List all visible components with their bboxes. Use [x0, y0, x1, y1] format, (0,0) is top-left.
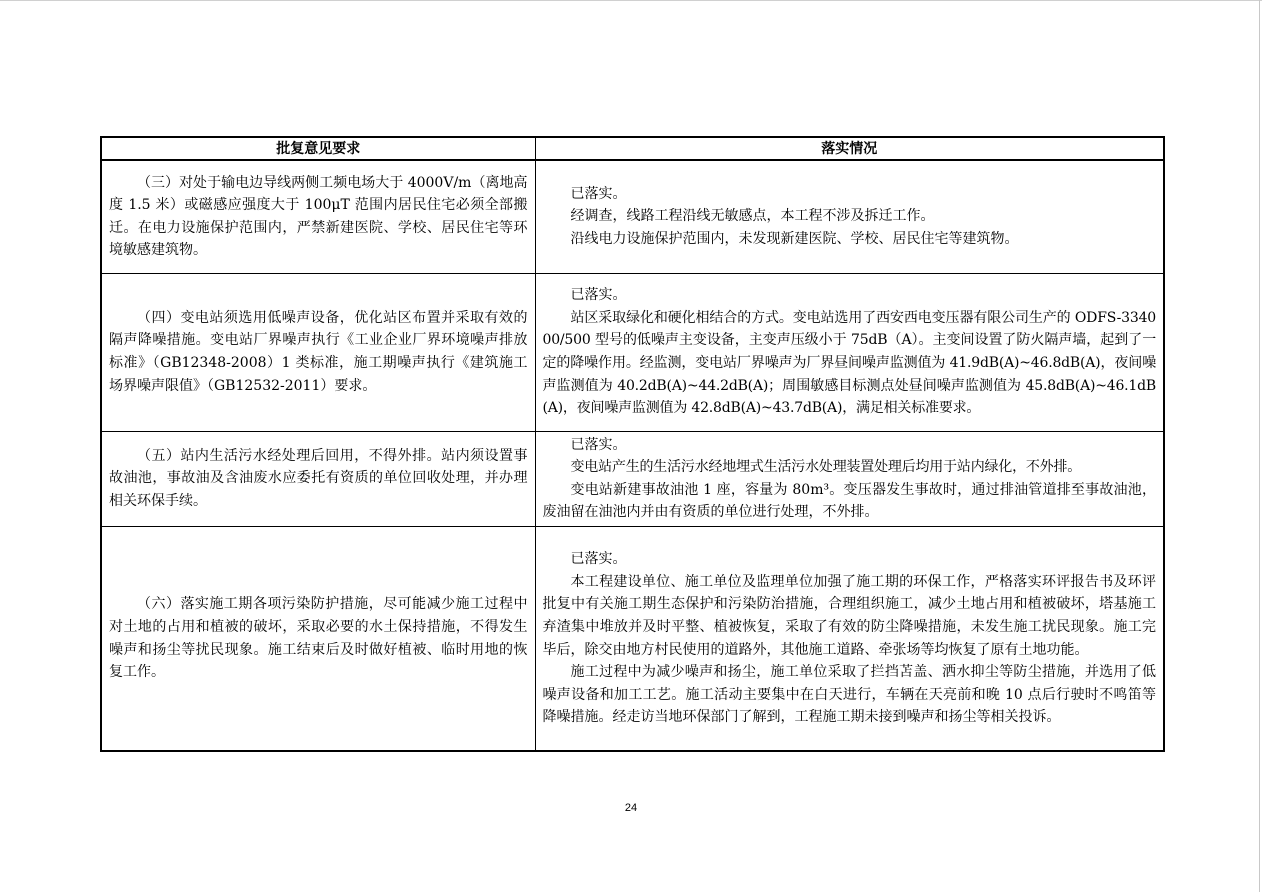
- approval-implementation-table: [100, 136, 1165, 752]
- requirement-cell: [101, 160, 535, 273]
- implementation-paragraph: 沿线电力设施保护范围内，未发现新建医院、学校、居民住宅等建筑物。: [570, 231, 1019, 248]
- implementation-cell: [535, 526, 1164, 751]
- table-row: [101, 526, 1164, 751]
- requirement-cell: [101, 526, 535, 751]
- page-right-edge: [1259, 0, 1260, 892]
- implementation-cell: [535, 431, 1164, 526]
- implementation-paragraph: 本工程建设单位、施工单位及监理单位加强了施工期的环保工作，严格落实环评报告书及环评批复中有关施工期生态保护和污染防治措施，合理组织施工，减少土地占用和植被破坏，塔基施工弃渣集中堆放并及时平整、植被恢复，采取了有效的防尘降噪措施，未发生施工扰民现象。施工完毕后，除交由地方村民使用的道路外，其他施工道路、牵张场等均恢复了原有土地功能。: [542, 573, 1156, 658]
- implementation-paragraph: 经调查，线路工程沿线无敏感点，本工程不涉及拆迁工作。: [570, 208, 935, 225]
- requirement-text: （三）对处于输电边导线两侧工频电场大于 4000V/m（离地高度 1.5 米）或磁感应强度大于 100μT 范围内居民住宅必须全部搬迁。在电力设施保护范围内，严禁新建医院、学校、居民住宅等环境敏感建筑物。: [109, 174, 528, 259]
- requirement-cell: [101, 273, 535, 431]
- implementation-paragraph: 施工过程中为减少噪声和扬尘，施工单位采取了拦挡苫盖、洒水抑尘等防尘措施，并选用了低噪声设备和加工工艺。施工活动主要集中在白天进行，车辆在天亮前和晚 10 点后行驶时不鸣笛等降噪措施。经走访当地环保部门了解到，工程施工期未接到噪声和扬尘等相关投诉。: [542, 664, 1156, 726]
- table-row: [101, 273, 1164, 431]
- implementation-paragraph: 变电站产生的生活污水经地埋式生活污水处理装置处理后均用于站内绿化，不外排。: [570, 459, 1082, 476]
- page-top-edge: [0, 0, 1262, 1]
- implementation-paragraph: 已落实。: [570, 185, 627, 202]
- page-number: 24: [624, 802, 638, 814]
- header-requirement: 批复意见要求: [101, 137, 535, 160]
- implementation-cell: [535, 273, 1164, 431]
- implementation-cell: [535, 160, 1164, 273]
- implementation-paragraph: 已落实。: [570, 551, 627, 568]
- table-row: [101, 160, 1164, 273]
- implementation-paragraph: 已落实。: [570, 287, 627, 304]
- implementation-paragraph: 变电站新建事故油池 1 座，容量为 80m³。变压器发生事故时，通过排油管道排至事故油池，废油留在油池内并由有资质的单位进行处理，不外排。: [542, 481, 1156, 521]
- table-row: [101, 431, 1164, 526]
- implementation-paragraph: 站区采取绿化和硬化相结合的方式。变电站选用了西安西电变压器有限公司生产的 ODFS-334000/500 型号的低噪声主变设备，主变声压级小于 75dB（A）。主变间设置了防火隔声墙，起到了一定的降噪作用。经监测，变电站厂界噪声为厂界昼间噪声监测值为 41.9dB(A)~46.8dB(A)，夜间噪声监测值为 40.2dB(A)~44.2dB(A)；周围敏感目标测点处昼间噪声监测值为 45.8dB(A)~46.1dB(A)，夜间噪声监测值为 42.8dB(A)~43.7dB(A)，满足相关标准要求。: [542, 309, 1156, 417]
- table-header-row: [101, 137, 1164, 160]
- requirement-text: （四）变电站须选用低噪声设备，优化站区布置并采取有效的隔声降噪措施。变电站厂界噪声执行《工业企业厂界环境噪声排放标准》（GB12348-2008）1 类标准，施工期噪声执行《建筑施工场界噪声限值》（GB12532-2011）要求。: [109, 309, 528, 394]
- implementation-paragraph: 已落实。: [570, 436, 627, 453]
- requirement-cell: [101, 431, 535, 526]
- requirement-text: （六）落实施工期各项污染防护措施，尽可能减少施工过程中对土地的占用和植被的破坏，采取必要的水土保持措施，不得发生噪声和扬尘等扰民现象。施工结束后及时做好植被、临时用地的恢复工作。: [109, 596, 528, 681]
- requirement-text: （五）站内生活污水经处理后回用，不得外排。站内须设置事故油池，事故油及含油废水应委托有资质的单位回收处理，并办理相关环保手续。: [109, 447, 528, 509]
- header-implementation: 落实情况: [535, 137, 1164, 160]
